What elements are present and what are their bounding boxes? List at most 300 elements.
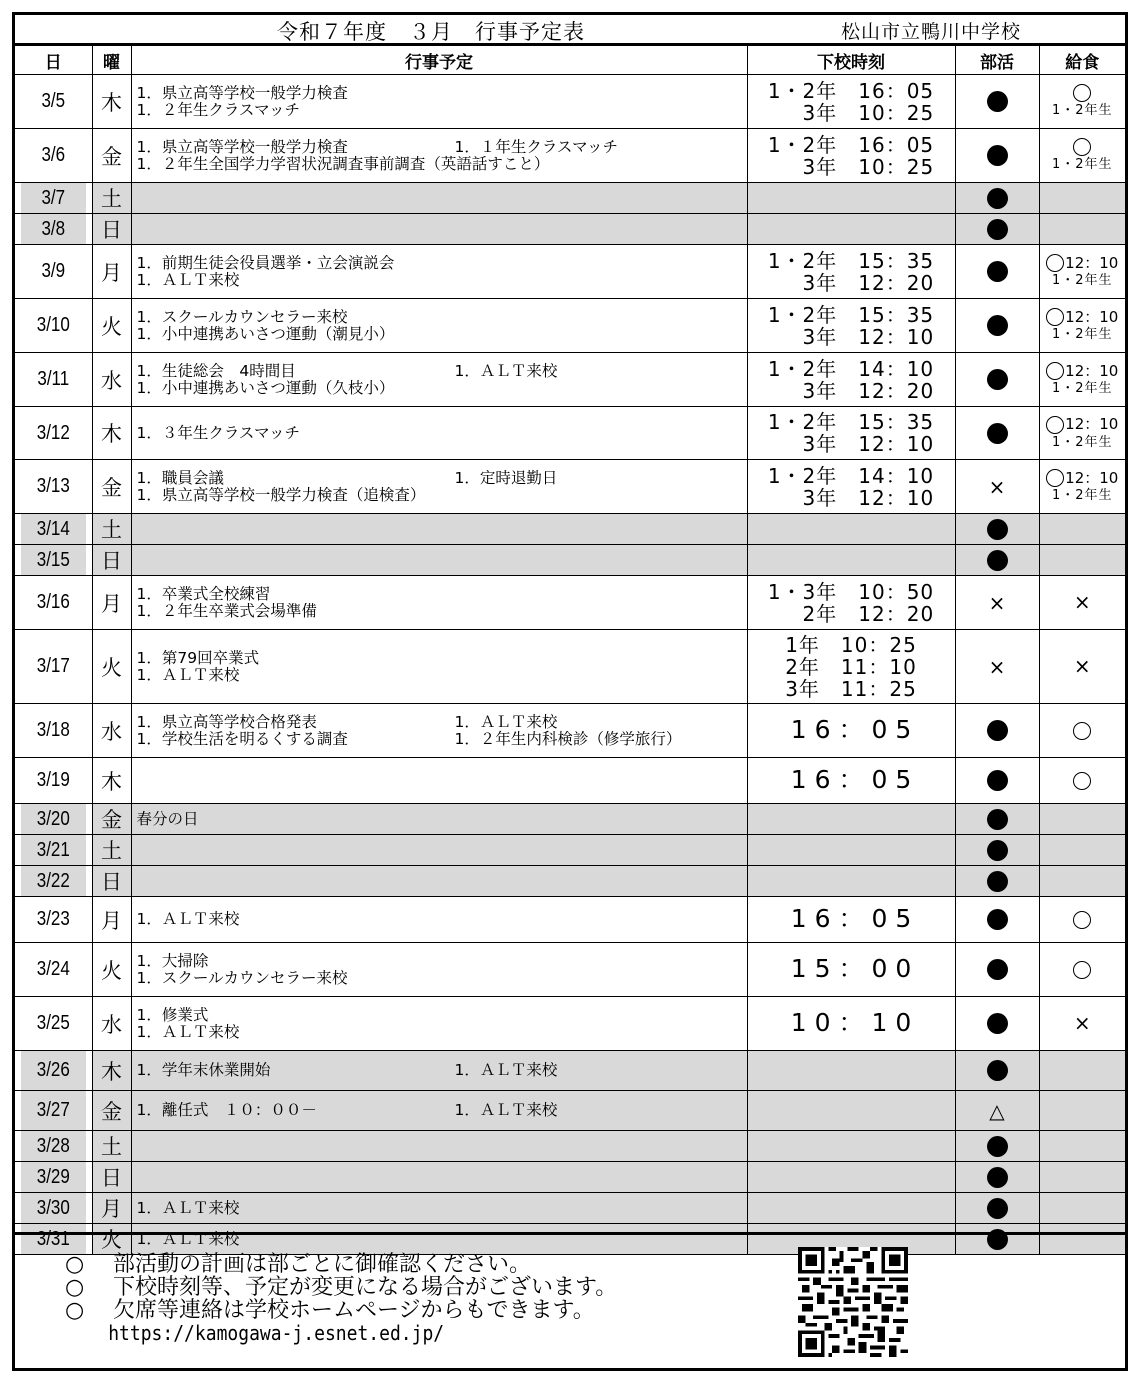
- date-cell: 3/9: [21, 245, 86, 299]
- note-item: [65, 1299, 617, 1322]
- dismissal-cell: [747, 997, 955, 1051]
- event-item: 1．県立高等学校一般学力検査: [136, 83, 348, 102]
- dismissal-cell: [747, 1131, 955, 1162]
- events-cell: [131, 897, 747, 943]
- cross-icon: ×: [988, 590, 1006, 615]
- event-item: 1．学校生活を明るくする調査: [136, 729, 348, 748]
- date-cell: 3/24: [21, 943, 86, 997]
- event-line: [137, 1200, 747, 1217]
- date-cell: 3/23: [21, 897, 86, 943]
- events-cell: [131, 407, 747, 460]
- lunch-cell: [1039, 835, 1125, 866]
- open-circle-icon: [1073, 84, 1091, 102]
- column-header-club: 部活: [955, 46, 1039, 75]
- event-item: 1．前期生徒会役員選挙・立会演説会: [136, 253, 395, 272]
- events-cell: [131, 1193, 747, 1224]
- event-item: 1．ＡＬＴ来校: [136, 665, 240, 684]
- date-cell: 3/5: [21, 75, 86, 129]
- event-line: [137, 586, 747, 603]
- day-of-week-cell: 水: [92, 704, 131, 758]
- event-item: 1．ＡＬＴ来校: [136, 1229, 240, 1248]
- dismissal-cell: [747, 353, 955, 407]
- cross-icon: ×: [1073, 1010, 1091, 1035]
- club-activity-cell: [955, 353, 1039, 407]
- day-of-week-cell: 月: [92, 1193, 131, 1224]
- club-activity-cell: [955, 299, 1039, 353]
- lunch-mark: [1040, 910, 1126, 929]
- event-item: 1．２年生全国学力学習状況調査事前調査（英語話すこと）: [136, 154, 550, 173]
- lunch-time: 12：10: [1065, 253, 1119, 272]
- lunch-cell: [1039, 183, 1125, 214]
- lunch-mark: [1040, 308, 1126, 327]
- date-cell: 3/18: [21, 704, 86, 758]
- date-cell: 3/21: [21, 835, 86, 866]
- lunch-cell: [1039, 704, 1125, 758]
- lunch-time: 12：10: [1065, 468, 1119, 487]
- schedule-table: [15, 46, 1125, 1255]
- club-activity-cell: [955, 1131, 1039, 1162]
- event-item: 1．１年生クラスマッチ: [454, 137, 618, 156]
- cross-icon: ×: [1073, 589, 1091, 614]
- club-activity-cell: [955, 129, 1039, 183]
- lunch-mark: [1040, 771, 1126, 790]
- event-item: 1．スクールカウンセラー来校: [136, 968, 348, 987]
- dismissal-cell: [747, 460, 955, 514]
- dismissal-time: 16：05: [790, 715, 920, 744]
- lunch-cell: [1039, 897, 1125, 943]
- event-item: 1．大掃除: [136, 951, 209, 970]
- date-cell: 3/12: [21, 407, 86, 460]
- filled-circle-icon: [987, 959, 1008, 980]
- event-line: [137, 811, 747, 828]
- dismissal-time: 1・3年 10：50: [767, 579, 935, 604]
- table-row: [15, 576, 1125, 630]
- events-cell: [131, 804, 747, 835]
- date-cell: 3/20: [21, 804, 86, 835]
- day-of-week-cell: 日: [92, 214, 131, 245]
- table-row: [15, 1193, 1125, 1224]
- day-of-week-cell: 火: [92, 1224, 131, 1255]
- open-circle-icon: [1073, 138, 1091, 156]
- open-circle-icon: [1073, 772, 1091, 790]
- dismissal-lines: [768, 304, 934, 348]
- date-cell: 3/28: [21, 1131, 86, 1162]
- qr-code-icon[interactable]: [798, 1243, 908, 1361]
- club-activity-cell: [955, 704, 1039, 758]
- events-cell: [131, 245, 747, 299]
- club-activity-cell: [955, 514, 1039, 545]
- note-text: 部活動の計画は部ごとに御確認ください。: [113, 1252, 532, 1277]
- dismissal-cell: [747, 183, 955, 214]
- dismissal-time: 1・2年 16：05: [767, 78, 935, 103]
- club-activity-cell: [955, 214, 1039, 245]
- day-of-week-cell: 金: [92, 804, 131, 835]
- event-item: 春分の日: [136, 809, 199, 828]
- date-cell: 3/25: [21, 997, 86, 1051]
- event-item: 1．ＡＬＴ来校: [454, 712, 558, 731]
- table-row: [15, 804, 1125, 835]
- event-line: [137, 970, 747, 987]
- lunch-cell: [1039, 630, 1125, 704]
- schedule-body: [15, 75, 1125, 1255]
- events-cell: [131, 1162, 747, 1193]
- table-header-row: [15, 46, 1125, 75]
- dismissal-time: 16：05: [790, 904, 920, 933]
- dismissal-cell: [747, 897, 955, 943]
- page-title: 令和７年度 ３月 行事予定表: [277, 20, 585, 44]
- event-item: 1．ＡＬＴ来校: [136, 1198, 240, 1217]
- event-item: 1．ＡＬＴ来校: [454, 361, 558, 380]
- event-line: [137, 139, 747, 156]
- circle-bullet-icon: ○: [65, 1275, 85, 1300]
- events-cell: [131, 630, 747, 704]
- dismissal-time: 1・2年 15：35: [767, 410, 935, 434]
- lunch-cell: [1039, 245, 1125, 299]
- event-line: [137, 102, 747, 119]
- event-item: 1．スクールカウンセラー来校: [136, 307, 348, 326]
- cross-icon: ×: [988, 474, 1006, 499]
- dismissal-cell: [747, 214, 955, 245]
- lunch-note: 1・2年生: [1051, 157, 1113, 173]
- dismissal-cell: [747, 75, 955, 129]
- day-of-week-cell: 月: [92, 245, 131, 299]
- date-cell: 3/16: [21, 576, 86, 630]
- dismissal-time: 2年 12：20: [802, 601, 935, 626]
- club-activity-cell: [955, 460, 1039, 514]
- lunch-cell: [1039, 1193, 1125, 1224]
- date-cell: 3/30: [21, 1193, 86, 1224]
- filled-circle-icon: [987, 315, 1008, 336]
- events-cell: [131, 353, 747, 407]
- dismissal-time: 2年 11：10: [785, 654, 917, 679]
- club-activity-cell: [955, 75, 1039, 129]
- cross-icon: ×: [1073, 653, 1091, 678]
- dismissal-cell: [747, 704, 955, 758]
- event-item: 1．第79回卒業式: [136, 648, 260, 667]
- date-cell: 3/7: [21, 183, 86, 214]
- filled-circle-icon: [987, 1013, 1008, 1034]
- event-item: 1．学年末休業開始: [136, 1061, 271, 1079]
- lunch-cell: [1039, 576, 1125, 630]
- dismissal-time: 3年 12：20: [802, 270, 935, 295]
- date-cell: 3/10: [21, 299, 86, 353]
- table-row: [15, 460, 1125, 514]
- filled-circle-icon: [987, 809, 1008, 830]
- dismissal-lines: [768, 358, 934, 402]
- lunch-cell: [1039, 1131, 1125, 1162]
- filled-circle-icon: [987, 145, 1008, 166]
- date-cell: 3/17: [21, 630, 86, 704]
- filled-circle-icon: [987, 871, 1008, 892]
- events-cell: [131, 75, 747, 129]
- day-of-week-cell: 木: [92, 1051, 131, 1091]
- lunch-cell: [1039, 75, 1125, 129]
- event-item: 1．ＡＬＴ来校: [136, 270, 240, 289]
- dismissal-lines: [768, 80, 934, 124]
- table-row: [15, 1131, 1125, 1162]
- event-item: 1．小中連携あいさつ運動（久枝小）: [136, 378, 395, 397]
- event-line: [137, 1102, 747, 1119]
- column-header-events: 行事予定: [131, 46, 747, 75]
- day-of-week-cell: 金: [92, 1091, 131, 1131]
- event-line: [137, 911, 747, 928]
- lunch-cell: [1039, 460, 1125, 514]
- lunch-mark: [1040, 254, 1126, 273]
- lunch-mark: [1040, 138, 1126, 157]
- lunch-cell: [1039, 129, 1125, 183]
- table-row: [15, 630, 1125, 704]
- dismissal-cell: [747, 758, 955, 804]
- events-cell: [131, 704, 747, 758]
- circle-bullet-icon: ○: [65, 1298, 85, 1323]
- dismissal-time: 3年 12：20: [802, 378, 935, 403]
- event-item: 1．離任式 １０：００－: [136, 1101, 317, 1119]
- open-circle-icon: [1073, 911, 1091, 929]
- event-line: [137, 272, 747, 289]
- event-line: [137, 487, 747, 504]
- day-of-week-cell: 木: [92, 758, 131, 804]
- table-row: [15, 897, 1125, 943]
- club-activity-cell: [955, 1193, 1039, 1224]
- lunch-cell: [1039, 353, 1125, 407]
- open-circle-icon: [1073, 722, 1091, 740]
- day-of-week-cell: 日: [92, 545, 131, 576]
- event-line: [137, 363, 747, 380]
- column-header-lunch: 給食: [1039, 46, 1125, 75]
- filled-circle-icon: [987, 219, 1008, 240]
- table-row: [15, 407, 1125, 460]
- club-activity-cell: [955, 407, 1039, 460]
- dismissal-lines: [785, 634, 917, 700]
- dismissal-cell: [747, 866, 955, 897]
- dismissal-time: 3年 11：25: [785, 676, 917, 701]
- lunch-cell: [1039, 407, 1125, 460]
- club-activity-cell: [955, 576, 1039, 630]
- day-of-week-cell: 月: [92, 897, 131, 943]
- dismissal-cell: [747, 576, 955, 630]
- table-row: [15, 75, 1125, 129]
- events-cell: [131, 460, 747, 514]
- lunch-time: 12：10: [1065, 307, 1119, 326]
- event-item: 1．２年生卒業式会場準備: [136, 601, 317, 620]
- column-header-dismissal: 下校時刻: [747, 46, 955, 75]
- day-of-week-cell: 日: [92, 866, 131, 897]
- footer-notes: [15, 1229, 1125, 1371]
- day-of-week-cell: 土: [92, 183, 131, 214]
- table-row: [15, 1051, 1125, 1091]
- club-activity-cell: [955, 997, 1039, 1051]
- day-of-week-cell: 土: [92, 835, 131, 866]
- lunch-cell: [1039, 758, 1125, 804]
- dismissal-cell: [747, 943, 955, 997]
- event-line: [137, 309, 747, 326]
- filled-circle-icon: [987, 1060, 1008, 1081]
- school-name: 松山市立鴨川中学校: [841, 21, 1022, 43]
- table-row: [15, 245, 1125, 299]
- event-item: 1．県立高等学校一般学力検査: [136, 137, 348, 156]
- filled-circle-icon: [987, 840, 1008, 861]
- filled-circle-icon: [987, 261, 1008, 282]
- lunch-note: 1・2年生: [1051, 103, 1113, 119]
- lunch-cell: [1039, 1051, 1125, 1091]
- filled-circle-icon: [987, 91, 1008, 112]
- triangle-icon: △: [989, 1098, 1005, 1123]
- day-of-week-cell: 木: [92, 407, 131, 460]
- club-activity-cell: [955, 1162, 1039, 1193]
- events-cell: [131, 214, 747, 245]
- dismissal-time: 3年 10：25: [802, 154, 935, 179]
- event-line: [137, 731, 747, 748]
- events-cell: [131, 866, 747, 897]
- note-item: [65, 1276, 617, 1299]
- event-line: [137, 425, 747, 442]
- event-line: [137, 380, 747, 397]
- dismissal-cell: [747, 1051, 955, 1091]
- circle-bullet-icon: ○: [65, 1252, 85, 1277]
- column-header-date: 日: [15, 46, 92, 75]
- dismissal-time: 3年 12：10: [802, 432, 935, 456]
- dismissal-cell: [747, 630, 955, 704]
- filled-circle-icon: [987, 720, 1008, 741]
- event-item: 1．ＡＬＴ来校: [136, 1022, 240, 1041]
- lunch-mark: [1040, 84, 1126, 103]
- open-circle-icon: [1046, 416, 1064, 434]
- event-line: [137, 156, 747, 173]
- dismissal-time: 1・2年 15：35: [767, 302, 935, 327]
- table-row: [15, 299, 1125, 353]
- lunch-cell: [1039, 997, 1125, 1051]
- event-line: [137, 603, 747, 620]
- date-cell: 3/6: [21, 129, 86, 183]
- table-row: [15, 545, 1125, 576]
- dismissal-time: 1・2年 15：35: [767, 248, 935, 273]
- events-cell: [131, 1091, 747, 1131]
- club-activity-cell: [955, 630, 1039, 704]
- event-item: 1．ＡＬＴ来校: [454, 1101, 558, 1119]
- dismissal-cell: [747, 1091, 955, 1131]
- day-of-week-cell: 月: [92, 576, 131, 630]
- open-circle-icon: [1073, 961, 1091, 979]
- dismissal-time: 3年 12：10: [802, 485, 935, 510]
- dismissal-cell: [747, 804, 955, 835]
- filled-circle-icon: [987, 1167, 1008, 1188]
- date-cell: 3/31: [21, 1224, 86, 1255]
- events-cell: [131, 299, 747, 353]
- club-activity-cell: [955, 1091, 1039, 1131]
- dismissal-cell: [747, 407, 955, 460]
- filled-circle-icon: [987, 770, 1008, 791]
- dismissal-lines: [768, 250, 934, 294]
- table-row: [15, 997, 1125, 1051]
- day-of-week-cell: 金: [92, 129, 131, 183]
- filled-circle-icon: [987, 188, 1008, 209]
- lunch-mark: [1040, 415, 1126, 434]
- day-of-week-cell: 火: [92, 299, 131, 353]
- event-line: [137, 667, 747, 684]
- event-line: [137, 470, 747, 487]
- club-activity-cell: [955, 943, 1039, 997]
- lunch-note: 1・2年生: [1051, 434, 1113, 450]
- dismissal-cell: [747, 299, 955, 353]
- day-of-week-cell: 火: [92, 630, 131, 704]
- note-item: [65, 1253, 617, 1276]
- day-of-week-cell: 土: [92, 514, 131, 545]
- date-cell: 3/29: [21, 1162, 86, 1193]
- day-of-week-cell: 水: [92, 353, 131, 407]
- lunch-mark: [1040, 721, 1126, 740]
- events-cell: [131, 997, 747, 1051]
- column-header-dow: 曜: [92, 46, 131, 75]
- note-text: 下校時刻等、予定が変更になる場合がございます。: [113, 1275, 618, 1300]
- date-cell: 3/19: [21, 758, 86, 804]
- club-activity-cell: [955, 545, 1039, 576]
- dismissal-cell: [747, 1193, 955, 1224]
- table-row: [15, 1091, 1125, 1131]
- lunch-cell: [1039, 1162, 1125, 1193]
- lunch-cell: [1039, 514, 1125, 545]
- club-activity-cell: [955, 1051, 1039, 1091]
- club-activity-cell: [955, 897, 1039, 943]
- cross-icon: ×: [988, 654, 1006, 679]
- event-item: 1．ＡＬＴ来校: [454, 1061, 558, 1079]
- day-of-week-cell: 日: [92, 1162, 131, 1193]
- event-item: 1．ＡＬＴ来校: [136, 910, 240, 928]
- event-line: [137, 714, 747, 731]
- date-cell: 3/15: [21, 545, 86, 576]
- dismissal-time: 3年 12：10: [802, 324, 935, 349]
- table-row: [15, 835, 1125, 866]
- club-activity-cell: [955, 835, 1039, 866]
- date-cell: 3/8: [21, 214, 86, 245]
- dismissal-lines: [768, 134, 934, 178]
- events-cell: [131, 545, 747, 576]
- lunch-cell: [1039, 943, 1125, 997]
- date-cell: 3/22: [21, 866, 86, 897]
- dismissal-time: 3年 10：25: [802, 100, 935, 125]
- events-cell: [131, 183, 747, 214]
- dismissal-time: 15：00: [790, 954, 920, 983]
- date-cell: 3/11: [21, 353, 86, 407]
- date-cell: 3/26: [21, 1051, 86, 1091]
- date-cell: 3/27: [21, 1091, 86, 1131]
- filled-circle-icon: [987, 369, 1008, 390]
- events-cell: [131, 758, 747, 804]
- filled-circle-icon: [987, 1198, 1008, 1219]
- lunch-time: 12：10: [1065, 415, 1119, 434]
- lunch-note: 1・2年生: [1051, 488, 1113, 504]
- lunch-mark: [1040, 960, 1126, 979]
- filled-circle-icon: [987, 1136, 1008, 1157]
- dismissal-lines: [768, 581, 934, 625]
- dismissal-cell: [747, 545, 955, 576]
- school-url-link[interactable]: https://kamogawa-j.esnet.ed.jp/: [108, 1321, 445, 1345]
- event-item: 1．定時退勤日: [454, 468, 558, 487]
- dismissal-cell: [747, 835, 955, 866]
- filled-circle-icon: [987, 519, 1008, 540]
- day-of-week-cell: 水: [92, 997, 131, 1051]
- event-item: 1．卒業式全校練習: [136, 584, 271, 603]
- events-cell: [131, 943, 747, 997]
- date-cell: 3/14: [21, 514, 86, 545]
- lunch-cell: [1039, 545, 1125, 576]
- filled-circle-icon: [987, 423, 1008, 444]
- title-row: [15, 15, 1125, 46]
- club-activity-cell: [955, 183, 1039, 214]
- table-row: [15, 129, 1125, 183]
- open-circle-icon: [1046, 308, 1064, 326]
- table-row: [15, 943, 1125, 997]
- dismissal-time: 1・2年 14：10: [767, 463, 935, 488]
